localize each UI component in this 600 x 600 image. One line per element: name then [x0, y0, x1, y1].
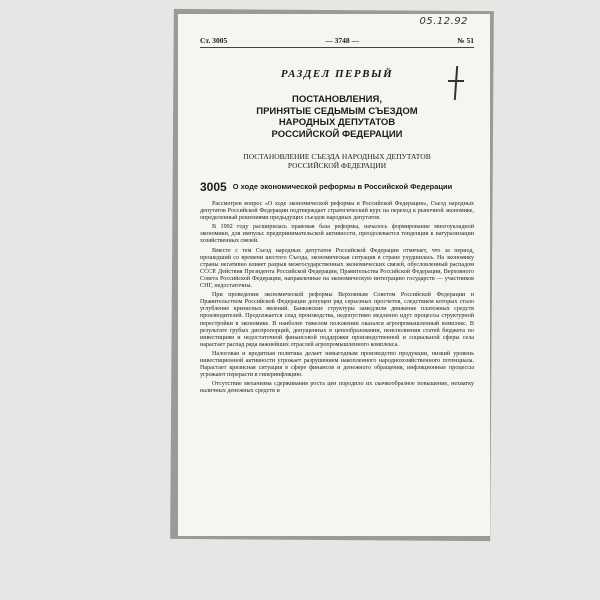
decree-number: 3005: [200, 180, 227, 194]
resolutions-title-line: НАРОДНЫХ ДЕПУТАТОВ: [278, 117, 396, 128]
decree-title-line: ПОСТАНОВЛЕНИЕ СЪЕЗДА НАРОДНЫХ ДЕПУТАТОВ: [243, 152, 431, 161]
resolutions-title-line: РОССИЙСКОЙ ФЕДЕРАЦИИ: [271, 128, 403, 140]
decree-title: [200, 152, 474, 170]
document-page: [178, 14, 490, 536]
resolutions-title-line: ПОСТАНОВЛЕНИЯ,: [292, 94, 382, 105]
body-paragraph: Отсутствие механизма сдерживания роста цен породило их скачкообразное повышение, нехватку наличных денежных средств и: [200, 381, 474, 395]
body-paragraph: Рассмотрев вопрос «О ходе экономической реформы в Российской Федерации», Съезд народных депутатов Российской Федерации подтверждает стратегический курс на переход к рыночной экономике, определенный решениями предыдущих съездов народных депутатов.: [200, 201, 474, 222]
handwritten-date: 05.12.92: [419, 16, 468, 27]
handwritten-plus-mark: [448, 66, 464, 100]
decree-body: [200, 201, 474, 395]
header-issue-number: № 51: [457, 36, 474, 45]
decree-title-line: РОССИЙСКОЙ ФЕДЕРАЦИИ: [287, 161, 387, 170]
body-paragraph: В 1992 году расширилась правовая база реформы, началось формирование многоукладной экономики, для импульс предпринимательской активности, преодолевается тенденция к натурализации хозяйственных связей.: [200, 224, 474, 245]
header-article-ref: Ст. 3005: [200, 36, 228, 45]
resolutions-title: [200, 94, 474, 140]
body-paragraph: Вместе с тем Съезд народных депутатов Российской Федерации отмечает, что за период, прошедший со времени шестого Съезда, экономическая ситуация в стране ухудшилась. На экономику страны негативно влияет разрыв межгосударственных экономических связей, обусловленный распадом СССР. Действия Президента Российской Федерации, Правительства Российской Федерации, Верховного Совета Российской Федерации, направленные на экономическую интеграцию государств — участников СНГ, недостаточны.: [200, 247, 474, 290]
decree-subject: О ходе экономической реформы в Российской Федерации: [232, 182, 453, 191]
section-title: РАЗДЕЛ ПЕРВЫЙ: [280, 68, 394, 80]
body-paragraph: При проведении экономической реформы Верховным Советом Российской Федерации и Правительством Российской Федерации допущен ряд серьезных просчетов, следствием которых стало углубление кризисных явлений. Банковские структуры замедлили движение платежных средств производителей. Продолжается спад производства, недопустимо медленно идут процессы структурной перестройки в экономике. В наиболее тяжелом положении оказался агропромышленный комплекс. В результате грубых диспропорций, допущенных в ценообразовании, неисполнения статей бюджета по инвестициям и недостаточной финансовой поддержки производственной и социальной сферы села нарастает распад ряда важнейших отраслей агропромышленного комплекса.: [200, 292, 474, 348]
body-paragraph: Налоговая и кредитная политика делает невыгодным производство продукции, низкий уровень инвестиционной активности угрожает разрушением накопленного народнохозяйственного потенциала. Нарастает кризисная ситуация в сфере финансов и денежного обращения, инфляционные процессы угрожают перерасти в гиперинфляцию.: [200, 350, 474, 379]
decree-heading: [200, 182, 474, 193]
page-header: [200, 36, 474, 48]
header-page-number: — 3748 —: [325, 36, 359, 45]
resolutions-title-line: ПРИНЯТЫЕ СЕДЬМЫМ СЪЕЗДОМ: [256, 105, 418, 117]
